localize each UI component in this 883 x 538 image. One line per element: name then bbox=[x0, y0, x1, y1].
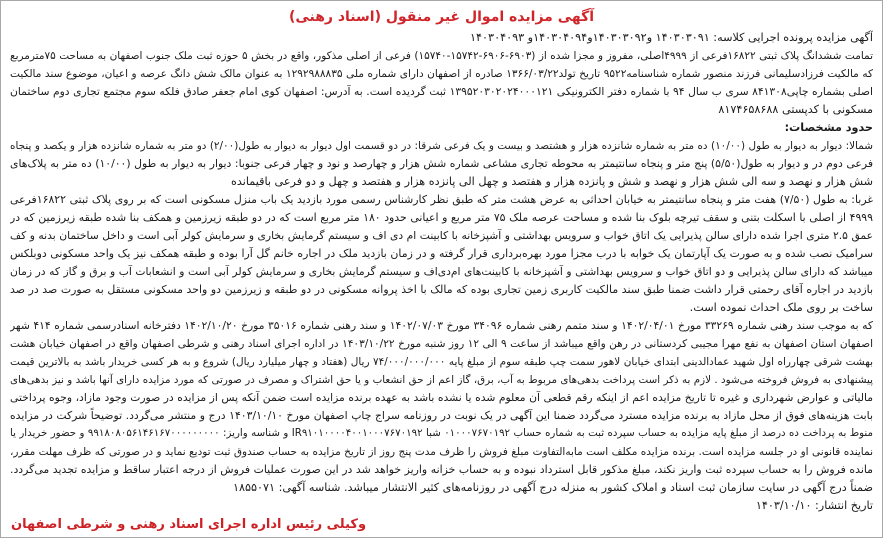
notice-body bbox=[10, 29, 873, 515]
auction-terms-line: منوط به پرداخت ده درصد از مبلغ پایه مزایده به حساب سپرده ثبت به شماره حساب ۰۱۰۰۰۷۶۷۰۱۹۲ شبا IR۹۱۰۱۰۰۰۰۴۰۰۱۰۰۰۷۶۷۰۱۹۲ و شناسه واریز: ۹۹۱۸۰۸۰۵۶۱۴۶۱۶۷۰۰۰۰۰۰۰۰۰ و حضور خریدار یا bbox=[10, 428, 873, 439]
boundaries-line: شش هزار و نهصد و سه الی شش هزار و نهصد و شش و پانزده هزار و هفتصد و چهل الی پانزده هزار و هفتصد و چهل و دو فرعی باقیمانده bbox=[231, 175, 873, 188]
auction-terms-line: پیشنهادی به فروش فروخته می‌شود . لازم به ذکر است پرداخت بدهی‌های مربوط به آب، برق، گاز اعم از حق انشعاب و یا حق اشتراک و مصرف در صورتی که مورد مزایده دارای آنها باشد و نیز بدهی‌های bbox=[10, 374, 873, 386]
boundaries-line: شمالا: دیوار به دیوار به طول (۱۰/۰۰) ده متر به شماره شانزده هزار و هشتصد و بیست و یک فرعی شرقا: در دو قسمت اول دیوار به دیوار به طول(۲/۰۰) دو متر به شماره شانزده هزار و یکصد و پنجاه bbox=[10, 140, 873, 152]
property-description-line: تمامت ششدانگ پلاک ثبتی ۱۶۸۲۲فرعی از ۴۹۹۹اصلی، مفروز و مجزا شده از (۶۹۰۳-۶۹۰۶-۱۵۷۴۲-۱۵۷۴۰) فرعی از اصلی مذکور، واقع در بخش ۵ حوزه ثبت ملک جنوب اصفهان به مساحت ۷۵مترمربع bbox=[10, 50, 873, 62]
building-description-line: میباشد که دارای سالن پذیرایی و دو اتاق خواب و سرویس بهداشتی و آشپزخانه با کابینت‌های ام‌دی‌اف و سیستم گرمایش بخاری و سرمایش کولر آبی است و انشعابات آب و برق و گاز که در زمان bbox=[10, 265, 873, 278]
auction-terms-line: که به موجب سند رهنی شماره ۳۳۲۶۹ مورخ ۱۴۰۲/۰۴/۰۱ و سند متمم رهنی شماره ۳۴۰۹۶ مورخ ۱۴۰۲/۰۷/۰۳ و سند رهنی شماره ۳۵۰۱۶ مورخ ۱۴۰۲/۱۰/۲۰ دفترخانه اسنادرسمی شماره ۴۱۴ شهر bbox=[10, 319, 873, 332]
building-description-line: غربا: به طول (۷/۵۰) هفت متر و پنجاه سانتیمتر به خیابان احداثی به عرض هشت متر که طبق نظر کارشناس رسمی مورد بازدید یک باب منزل مسکونی است که بر روی پلاک ثبتی ۱۶۸۲۲فرعی bbox=[10, 193, 873, 206]
building-description-line: ساخت بر روی ملک احداث نموده است. bbox=[689, 301, 873, 314]
boundaries-heading: حدود مشخصات: bbox=[784, 121, 873, 134]
auction-terms-line: بهشت شرقی چهارراه اول شهید عمادالدینی ابتدای خیابان لاهور سمت چپ طبقه سوم از مبلغ پایه ۷۴/۰۰۰/۰۰۰/۰۰۰ ریال (هفتاد و چهار میلیارد ریال) شروع و به هر کسی خریدار باشد به بالاترین قیمت bbox=[10, 356, 873, 368]
building-description-line: عمق ۲.۵ متری اجرا شده دارای سالن پذیرایی یک اتاق خواب و سرویس بهداشتی و آشپزخانه با کابینت ام دی اف و سیستم گرمایش بخاری و سرمایش کولر آبی است و داخل ساختمان بدنه و کف bbox=[10, 229, 873, 242]
building-description-line: بازدید در اجاره آقای رحمتی قرار داشت ضمنا طبق سند مالکیت کاربری زمین تجاری بوده که مالک با اخذ پروانه مسکونی در دو طبقه و زیرزمین دو واحد مسکونی مستقل به صورت صد در صد bbox=[10, 283, 873, 296]
case-classes-line: آگهی مزایده پرونده اجرایی کلاسه: ۱۴۰۳۰۳۰۹۱ و۱۴۰۳۰۳۰۹۲و۱۴۰۳۰۴۰۹۴و ۱۴۰۳۰۴۰۹۳ bbox=[470, 31, 873, 44]
auction-terms-line: ضمناً درج آگهی در سایت سازمان ثبت اسناد و املاک کشور به منزله درج آگهی در روزنامه‌های کثیر الانتشار میباشد. شناسه آگهی: ۱۸۵۵۰۷۱ bbox=[233, 481, 873, 494]
auction-terms-line: بابت هزینه‌های فوق از محل مازاد به برنده مزایده مسترد می‌گردد ضمنا این آگهی در یک نوبت در روزنامه سراج چاپ اصفهان مورخ ۱۴۰۳/۱۰/۱۰ درج و منتشر می‌گردد. توضیحاً شرکت در مزایده bbox=[10, 409, 873, 422]
auction-terms-line: اصفهان استان اصفهان به نفع مهرا مجیبی کردستانی در رهن واقع میباشد از ساعت ۹ الی ۱۲ روز شنبه مورخ ۱۴۰۳/۱۰/۲۲ در اداره اجرای اسناد رهنی و شرطی اصفهان واقع در اصفهان خیابان هشت bbox=[10, 338, 873, 350]
building-description-line: ۴۹۹۹ از اصلی با اسکلت بتنی و سقف تیرچه بلوک بنا شده و مساحت عرصه ملک ۷۵ متر مربع و اعیانی حدود ۱۸۰ متر مربع است که در دو طبقه زیرزمین و همکف بنا شده طبقه زیرزمین که در bbox=[10, 211, 873, 224]
auction-terms-line: مالیاتی و عوارض شهرداری و غیره تا تاریخ مزایده اعم از اینکه رقم قطعی آن معلوم شده یا نشده باشد به عهده برنده مزایده است ضمن آنکه پس از مزایده در صورت وجود مازاد، وجوه پرداختی bbox=[10, 391, 873, 404]
building-description-line: سرامیک نصب شده و به صورت یک آپارتمان یک خوابه با درب مجزا مورد بهره‌برداری قرار گرفته و در زمان بازدید ملک در اجاره خانم گل آرا بوده و طبقه همکف نیز یک واحد مسکونی دوبلکس bbox=[10, 247, 873, 260]
publication-date: تاریخ انتشار: ۱۴۰۳/۱۰/۱۰ bbox=[755, 499, 873, 512]
property-description-line: مسکونی با کدپستی ۸۱۷۴۶۵۸۶۸۸ bbox=[718, 103, 873, 116]
auction-terms-line: نماینده قانونی او در جلسه مزایده است. برنده مزایده مکلف است مابه‌التفاوت مبلغ فروش را ظرف مدت پنج روز از تاریخ مزایده به حساب صندوق ثبت تودیع نماید و در صورتی که ظرف مهلت مقرر، bbox=[10, 446, 873, 458]
auction-terms-line: مانده فروش را به حساب سپرده ثبت واریز نکند، مبلغ مذکور قابل استرداد نبوده و به حساب خزانه واریز خواهد شد در این صورت عملیات فروش از درجه اعتبار ساقط و مزایده تجدید می‌گردد. bbox=[10, 463, 873, 476]
boundaries-line: فرعی دوم در و دیوار به طول(۵/۵۰) پنج متر و پنجاه سانتیمتر به محوطه تجاری مشاعی شماره شش هزار و چهارصد و نود و چهار فرعی جنوبا: دیوار به دیوار به طول (۱۰/۰۰) ده متر به پلاک‌های bbox=[10, 157, 873, 170]
property-description-line: که مالکیت فرزادسلیمانی فرزند منصور شماره شناسنامه۹۵۲۲ تاریخ تولد۱۳۶۶/۰۳/۲۲ صادره از اصفهان دارای شماره ملی ۱۲۹۲۹۸۸۸۳۵ به عنوان مالک شش دانگ عرصه و اعیان، موضوع سند مالکیت bbox=[10, 68, 873, 80]
notice-title: آگهی مزایده اموال غیر منقول (اسناد رهنی) bbox=[288, 9, 595, 25]
property-description-line: اصلی بشماره چاپی۸۴۱۳۰۸ سری ب سال ۹۴ با شماره دفتر الکترونیکی ۱۳۹۵۲۰۳۰۲۰۲۴۰۰۰۱۲۱ ثبت گردیده است. به آدرس: اصفهان کوی امام جعفر صادق فلکه سوم مجتمع تجاری دوم ساختمان bbox=[10, 85, 873, 98]
signature: وکیلی رئیس اداره اجرای اسناد رهنی و شرطی اصفهان bbox=[11, 517, 367, 532]
